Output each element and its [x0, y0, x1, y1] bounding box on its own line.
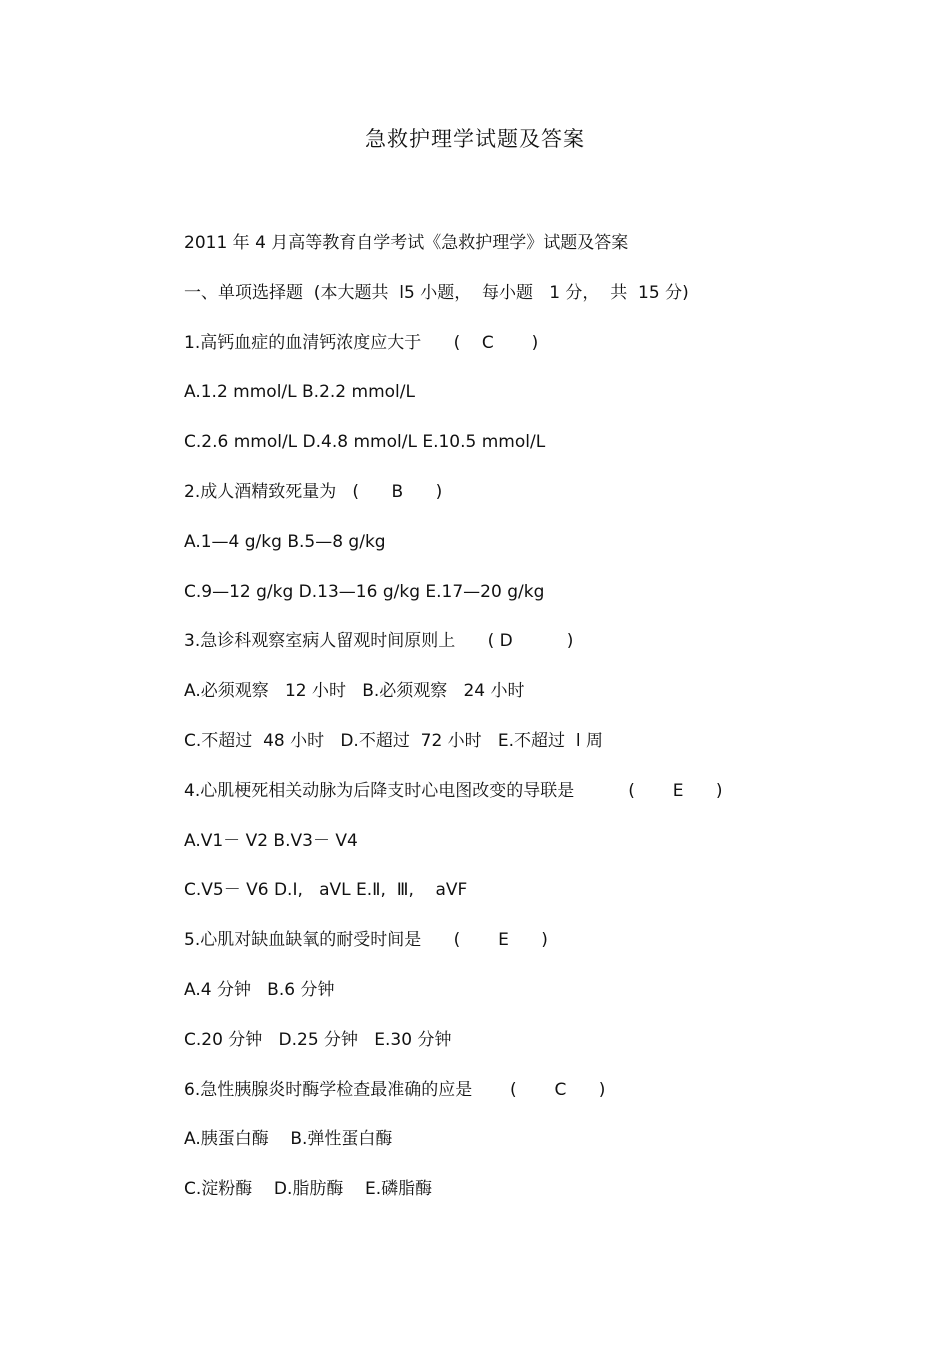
question-2: 2.成人酒精致死量为 ( B ) [184, 481, 443, 502]
document-title: 急救护理学试题及答案 [365, 127, 585, 151]
document-body [184, 229, 904, 1225]
question-4: 4.心肌梗死相关动脉为后降支时心电图改变的导联是 ( E ) [184, 780, 723, 801]
question-3-options-b: C.不超过 48 小时 D.不超过 72 小时 E.不超过 l 周 [184, 730, 603, 751]
question-3-options-a: A.必须观察 12 小时 B.必须观察 24 小时 [184, 681, 525, 702]
question-1: 1.高钙血症的血清钙浓度应大于 ( C ) [184, 332, 539, 353]
exam-heading: 2011 年 4 月高等教育自学考试《急救护理学》试题及答案 [184, 233, 629, 253]
question-6: 6.急性胰腺炎时酶学检查最准确的应是 ( C ) [184, 1079, 606, 1100]
question-4-options-b: C.V5－ V6 D.Ⅰ, aVL E.Ⅱ, Ⅲ, aVF [184, 880, 468, 901]
section-heading: 一、单项选择题 (本大题共 l5 小题， 每小题 1 分， 共 15 分) [184, 282, 689, 303]
question-2-options-b: C.9—12 g/kg D.13—16 g/kg E.17—20 g/kg [184, 581, 545, 602]
question-1-options-a: A.1.2 mmol/L B.2.2 mmol/L [184, 382, 415, 403]
question-4-options-a: A.V1－ V2 B.V3－ V4 [184, 830, 358, 851]
question-5: 5.心肌对缺血缺氧的耐受时间是 ( E ) [184, 930, 548, 951]
question-1-options-b: C.2.6 mmol/L D.4.8 mmol/L E.10.5 mmol/L [184, 432, 546, 453]
question-5-options-b: C.20 分钟 D.25 分钟 E.30 分钟 [184, 1029, 452, 1050]
question-3: 3.急诊科观察室病人留观时间原则上 ( D ) [184, 631, 574, 652]
question-5-options-a: A.4 分钟 B.6 分钟 [184, 979, 335, 1000]
question-2-options-a: A.1—4 g/kg B.5—8 g/kg [184, 531, 386, 552]
question-6-options-a: A.胰蛋白酶 B.弹性蛋白酶 [184, 1129, 393, 1150]
question-6-options-b: C.淀粉酶 D.脂肪酶 E.磷脂酶 [184, 1179, 433, 1200]
